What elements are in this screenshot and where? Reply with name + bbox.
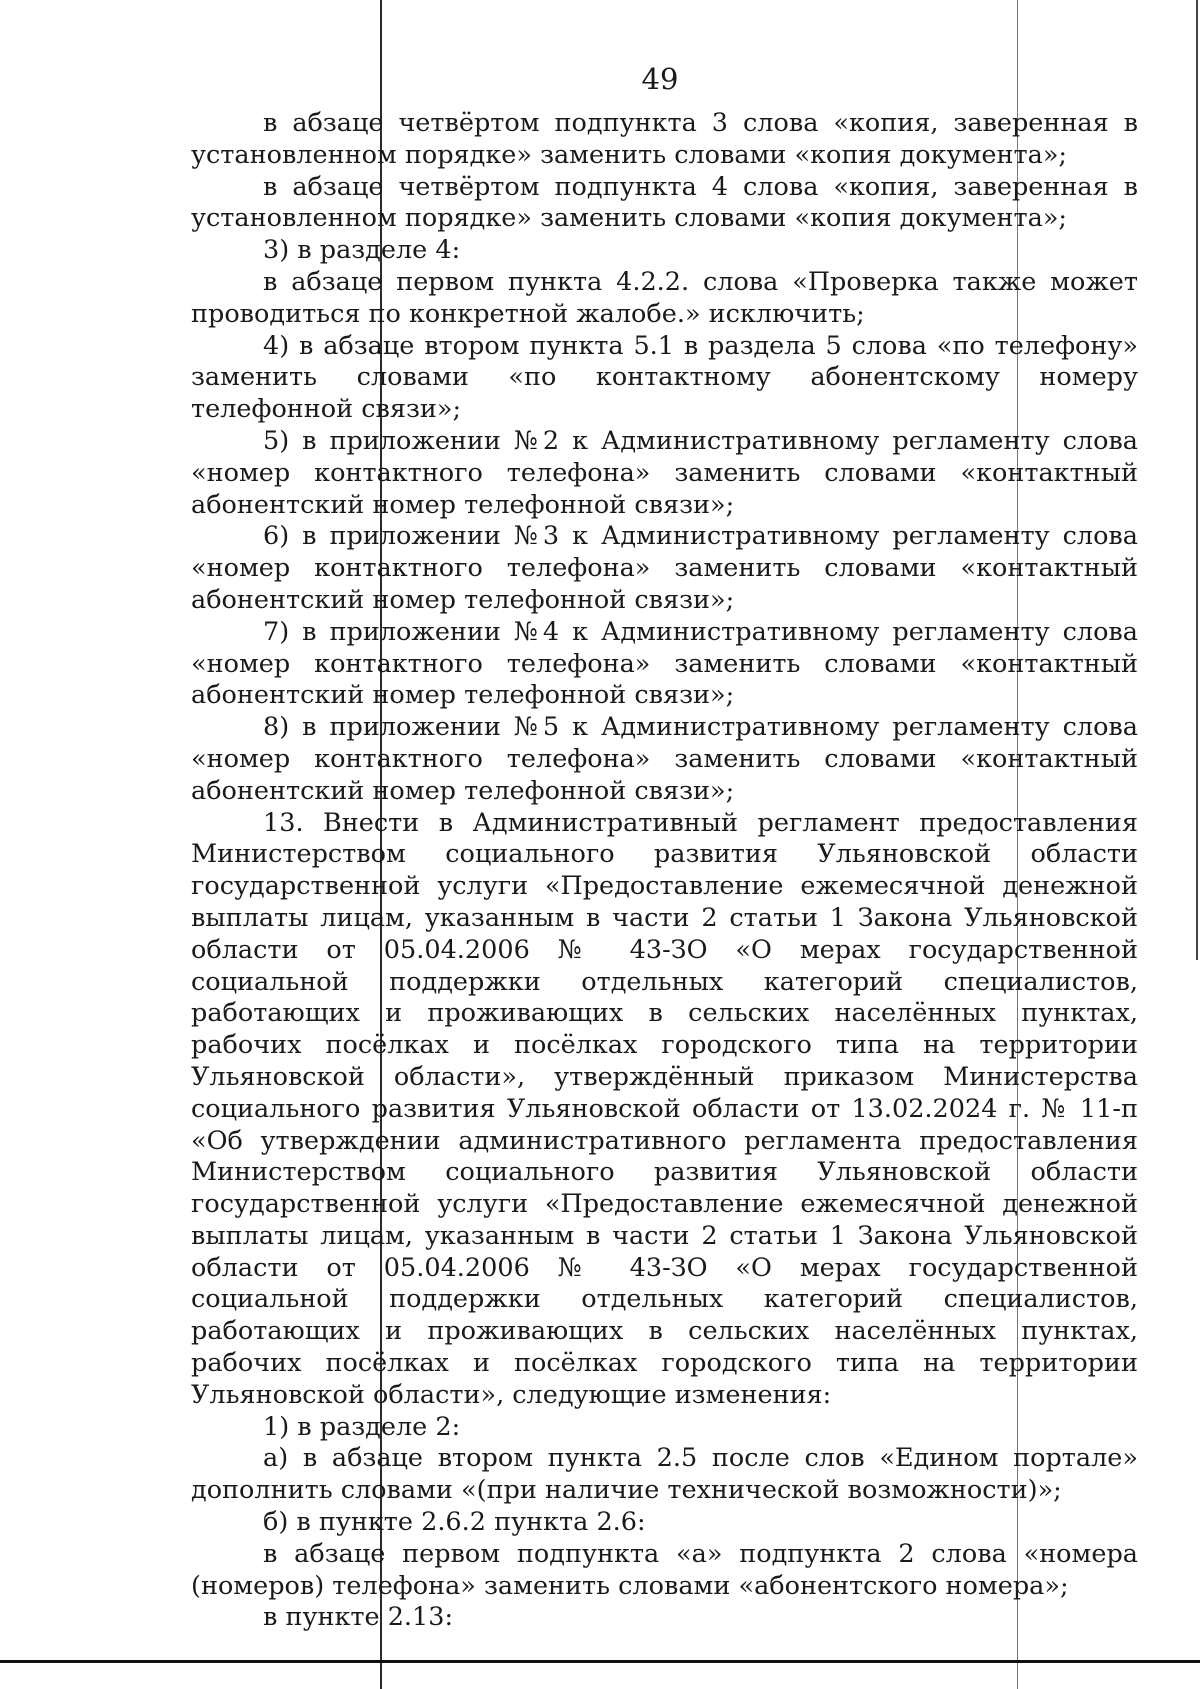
paragraph: б) в пункте 2.6.2 пункта 2.6: <box>263 1507 646 1538</box>
paragraph: 13. Внести в Административный регламент предоставления Министерством социального развития Ульяновской области государственной услуги «Предоставление ежемесячной денежной выплаты лицам, указанным в части 2 статьи 1 Закона Ульяновской области от 05.04.2006 № 43-ЗО «О мерах государственной социальной поддержки отдельных категорий специалистов, работающих и проживающих в сельских населённых пунктах, рабочих посёлках и посёлках городского типа на территории Ульяновской области», утверждённый приказом Министерства социального развития Ульяновской области от 13.02.2024 г. № 11-п «Об утверждении административного регламента предоставления Министерством социального развития Ульяновской области государственной услуги «Предоставление ежемесячной денежной выплаты лицам, указанным в части 2 статьи 1 Закона Ульяновской области от 05.04.2006 № 43-ЗО «О мерах государственной социальной поддержки отдельных категорий специалистов, работающих и проживающих в сельских населённых пунктах, рабочих посёлках и посёлках городского типа на территории Ульяновской области», следующие изменения: <box>191 807 1138 1410</box>
paragraph: 4) в абзаце втором пункта 5.1 в раздела 5 слова «по телефону» заменить словами «по контактному абонентскому номеру телефонной связи»; <box>191 330 1138 425</box>
paragraph: в абзаце первом пункта 4.2.2. слова «Проверка также может проводиться по конкретной жалобе.» исключить; <box>191 266 1138 329</box>
paragraph: в абзаце первом подпункта «а» подпункта 2 слова «номера (номеров) телефона» заменить словами «абонентского номера»; <box>191 1538 1138 1601</box>
paragraph: 6) в приложении №3 к Административному регламенту слова «номер контактного телефона» заменить словами «контактный абонентский номер телефонной связи»; <box>191 521 1138 615</box>
paragraph: 7) в приложении №4 к Административному регламенту слова «номер контактного телефона» заменить словами «контактный абонентский номер телефонной связи»; <box>191 616 1138 711</box>
paragraph: 3) в разделе 4: <box>263 235 461 266</box>
document-body <box>191 108 1138 1634</box>
paragraph: 1) в разделе 2: <box>263 1411 461 1442</box>
paragraph: 5) в приложении №2 к Административному регламенту слова «номер контактного телефона» заменить словами «контактный абонентский номер телефонной связи»; <box>191 425 1138 520</box>
paragraph: в пункте 2.13: <box>263 1602 454 1633</box>
page-number: 49 <box>641 62 679 96</box>
paragraph: в абзаце четвёртом подпункта 4 слова «копия, заверенная в установленном порядке» заменить словами «копия документа»; <box>191 171 1138 234</box>
paragraph: в абзаце четвёртом подпункта 3 слова «копия, заверенная в установленном порядке» заменить словами «копия документа»; <box>191 108 1138 170</box>
scan-bottom-edge <box>0 1660 1200 1663</box>
paragraph: а) в абзаце втором пункта 2.5 после слов «Едином портале» дополнить словами «(при наличие технической возможности)»; <box>191 1443 1138 1506</box>
scan-edge-line <box>1196 0 1198 960</box>
paragraph: 8) в приложении №5 к Административному регламенту слова «номер контактного телефона» заменить словами «контактный абонентский номер телефонной связи»; <box>191 712 1138 806</box>
